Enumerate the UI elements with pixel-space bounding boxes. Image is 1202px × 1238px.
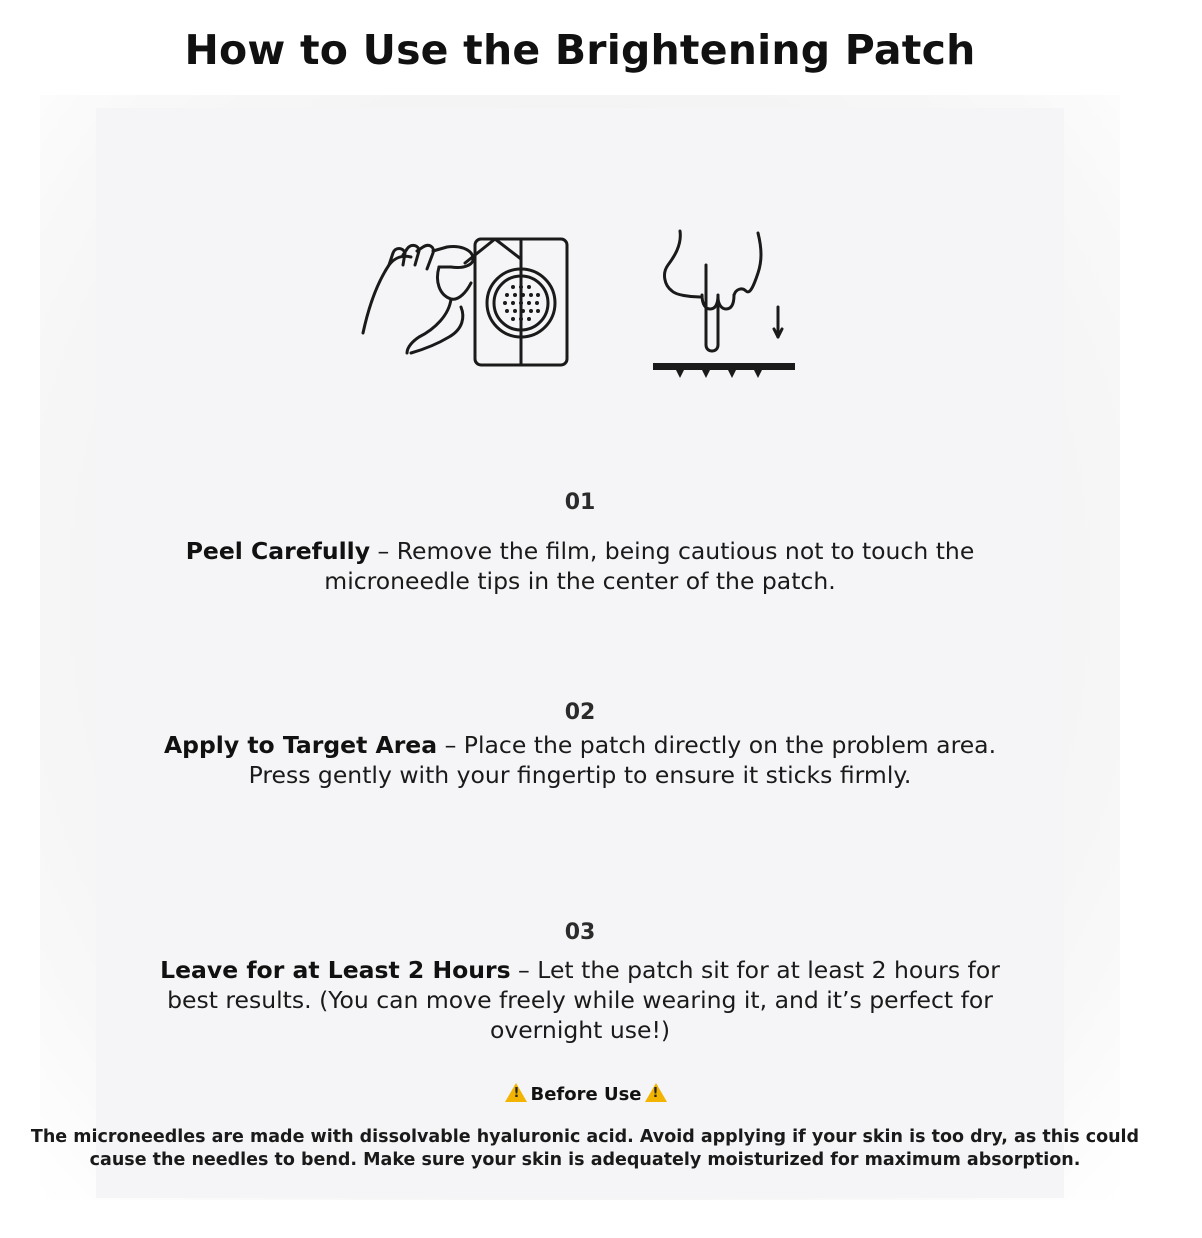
step-body: Remove the film, being cautious not to touch the microneedle tips in the center of the patch. (324, 537, 975, 595)
hand-peeling-film-icon (363, 239, 567, 365)
before-use-heading (0, 1083, 1172, 1105)
step-description (145, 730, 1015, 790)
step-description (170, 536, 990, 596)
before-use-label: Before Use (530, 1084, 642, 1105)
step-heading: Leave for at Least 2 Hours (160, 956, 511, 984)
step-separator: – (510, 956, 538, 984)
step-heading: Peel Carefully (185, 537, 371, 565)
step-body: Place the patch directly on the problem area. Press gently with your fingertip to ensure it sticks firmly. (248, 731, 997, 789)
warning-icon (505, 1083, 527, 1102)
step-1 (110, 490, 1050, 596)
step-separator: – (370, 537, 397, 565)
step-3 (110, 920, 1050, 1045)
finger-pressing-patch-icon (653, 231, 795, 378)
page-title: How to Use the Brightening Patch (184, 26, 976, 74)
step-number: 02 (564, 700, 596, 725)
warning-icon (645, 1083, 667, 1102)
step-separator: – (437, 731, 464, 759)
before-use-note: The microneedles are made with dissolvable hyaluronic acid. Avoid applying if your skin is too dry, as this could cause the needles to bend. Make sure your skin is adequately moisturized for maximum absorption. (30, 1127, 1140, 1170)
step-number: 03 (564, 920, 596, 945)
illustrations (355, 225, 805, 385)
step-2 (110, 700, 1050, 790)
step-description (135, 955, 1025, 1045)
step-number: 01 (564, 490, 596, 515)
step-heading: Apply to Target Area (163, 731, 438, 759)
step-body: Let the patch sit for at least 2 hours for best results. (You can move freely while wearing it, and it’s perfect for overnight use!) (167, 956, 1000, 1044)
